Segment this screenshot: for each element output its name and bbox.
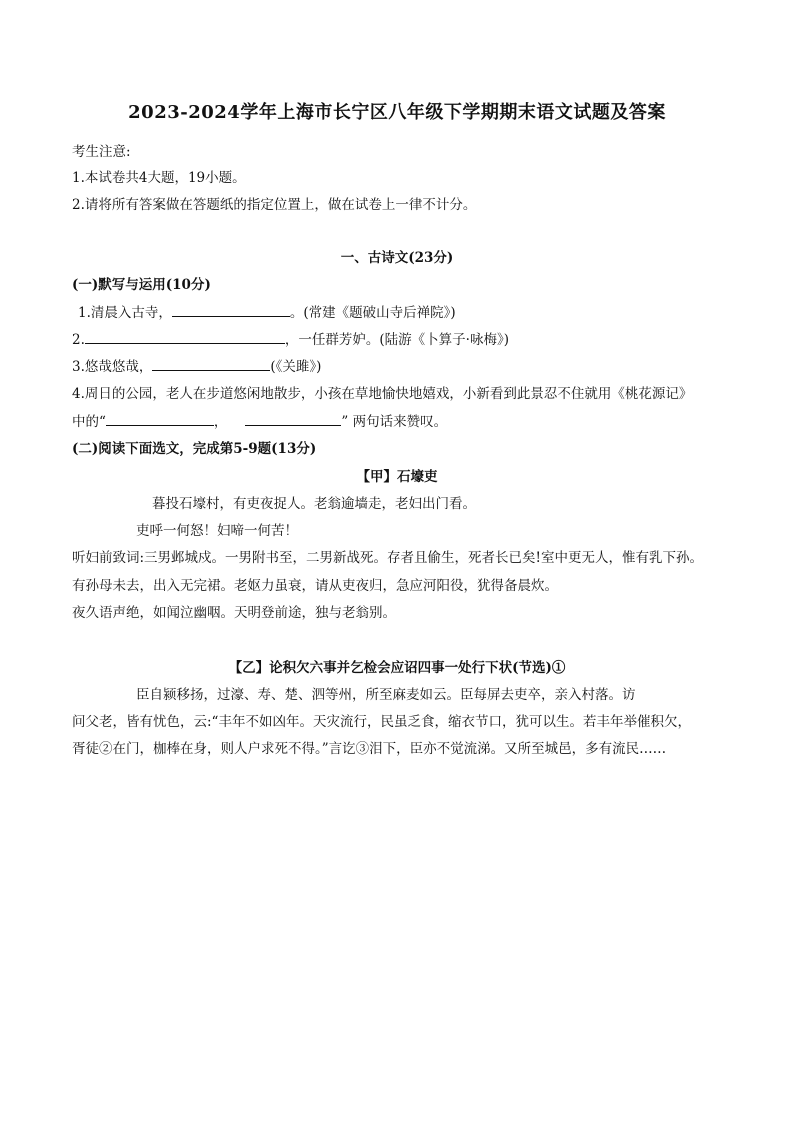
- question-2-suffix: ，一任群芳妒。(陆游《卜算子·咏梅》): [284, 332, 509, 348]
- notice-item-2: 2.请将所有答案做在答题纸的指定位置上，做在试卷上一律不计分。: [72, 197, 477, 213]
- question-1: [78, 301, 456, 321]
- text-jia-line-3: 听妇前致词:三男邺城戍。一男附书至，二男新战死。存者且偷生，死者长已矣!室中更无人，惟有乳下孙。: [72, 550, 703, 566]
- question-2-prefix: 2.: [72, 332, 85, 348]
- question-3: [72, 355, 321, 375]
- answer-blank-4a[interactable]: [106, 413, 214, 426]
- text-jia-line-2: 吏呼一何怒！妇啼一何苦！: [136, 523, 298, 539]
- question-4-middle: ，: [213, 414, 228, 430]
- text-yi-title: 【乙】论积欠六事并乞检会应诏四事一处行下状(节选)①: [228, 660, 566, 676]
- question-4-suffix: ” 两句话来赞叹。: [341, 414, 448, 430]
- part-1-heading: (一)默写与运用(10分): [72, 277, 211, 293]
- part-2-heading: (二)阅读下面选文，完成第5-9题(13分): [72, 441, 317, 457]
- section-1-heading: 一、古诗文(23分): [340, 250, 454, 266]
- question-4-line-1: 4.周日的公园，老人在步道悠闲地散步，小孩在草地愉快地嬉戏，小新看到此景忍不住就用《桃花源记》: [72, 386, 693, 402]
- question-4-line-2: [72, 410, 447, 430]
- answer-blank-3[interactable]: [152, 358, 270, 371]
- question-3-suffix: (《关雎》): [270, 359, 322, 375]
- text-yi-line-2: 问父老，皆有忧色，云:“丰年不如凶年。天灾流行，民虽乏食，缩衣节口，犹可以生。若丰年举催积欠，: [72, 714, 691, 730]
- question-4-prefix: 中的“: [72, 414, 106, 430]
- question-1-suffix: 。(常建《题破山寺后禅院》): [289, 305, 456, 321]
- notice-item-1: 1.本试卷共4大题，19小题。: [72, 170, 246, 186]
- text-jia-line-5: 夜久语声绝，如闻泣幽咽。天明登前途，独与老翁别。: [72, 605, 396, 621]
- question-1-prefix: 1.清晨入古寺，: [78, 305, 172, 321]
- answer-blank-2[interactable]: [85, 331, 285, 344]
- question-3-prefix: 3.悠哉悠哉，: [72, 359, 153, 375]
- text-jia-title: 【甲】石壕吏: [356, 469, 438, 485]
- text-yi-line-3: 胥徒②在门，枷棒在身，则人户求死不得。”言讫③泪下，臣亦不觉流涕。又所至城邑，多有流民……: [72, 741, 667, 757]
- question-2: [72, 328, 509, 348]
- text-jia-line-4: 有孙母未去，出入无完裙。老妪力虽衰，请从吏夜归，急应河阳役，犹得备晨炊。: [72, 578, 558, 594]
- text-yi-line-1: 臣自颍移扬，过濠、寿、楚、泗等州，所至麻麦如云。臣每屏去吏卒，亲入村落。访: [136, 687, 636, 703]
- answer-blank-4b[interactable]: [245, 413, 341, 426]
- notice-heading: 考生注意:: [72, 144, 131, 160]
- text-jia-line-1: 暮投石壕村，有吏夜捉人。老翁逾墙走，老妇出门看。: [152, 496, 476, 512]
- page-title: 2023-2024学年上海市长宁区八年级下学期期末语文试题及答案: [128, 102, 666, 123]
- answer-blank-1[interactable]: [172, 304, 290, 317]
